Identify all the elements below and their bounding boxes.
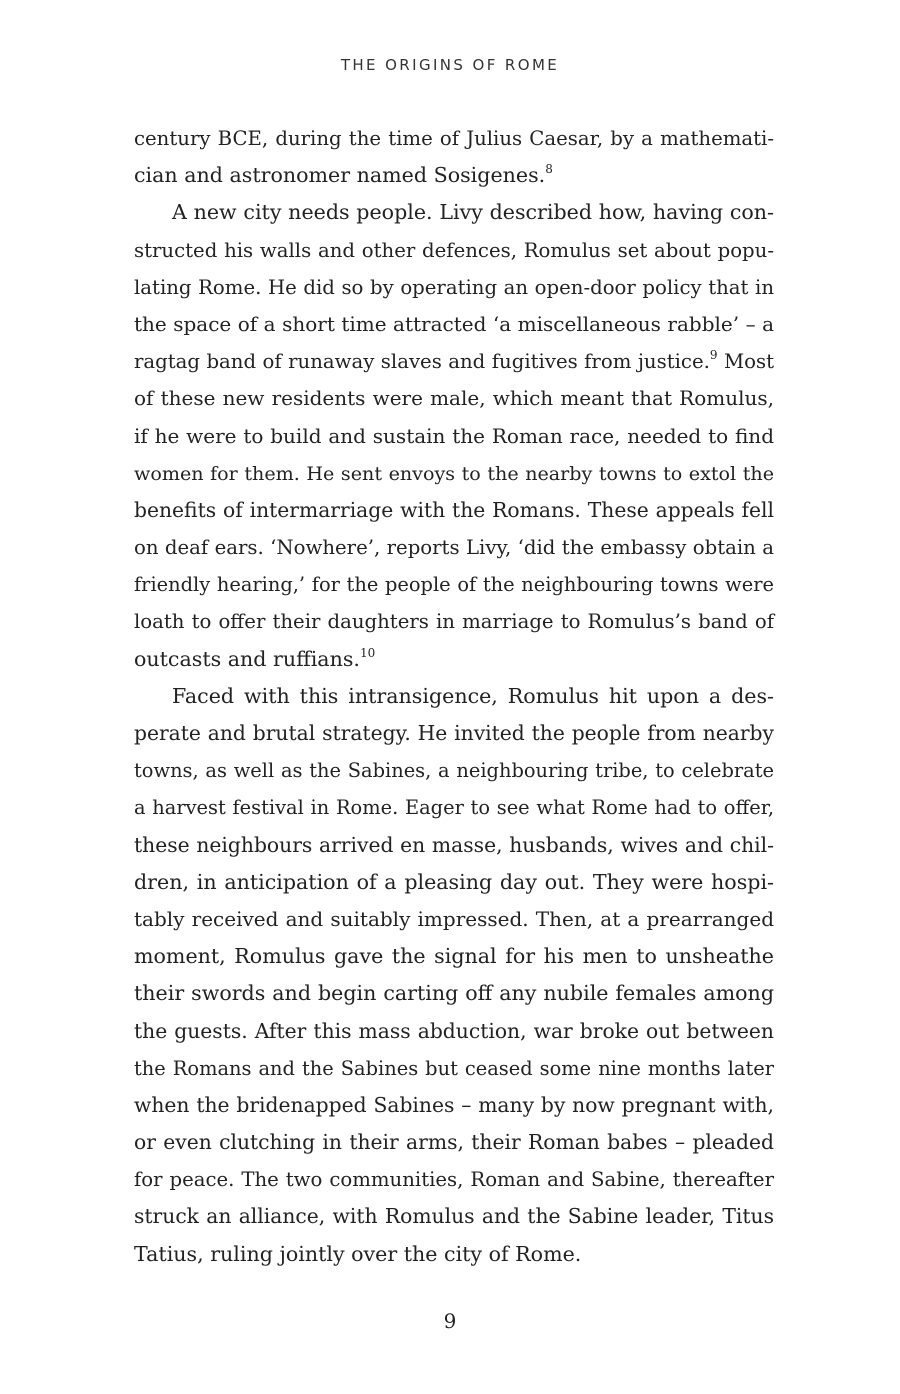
text-line: lating Rome. He did so by operating an open-door policy that in bbox=[134, 275, 774, 299]
footnote-marker: 8 bbox=[545, 162, 553, 177]
text-line: or even clutching in their arms, their Roman babes – pleaded bbox=[134, 1130, 774, 1155]
text-line: Tatius, ruling jointly over the city of Rome. bbox=[134, 1241, 582, 1266]
text-line: a harvest festival in Rome. Eager to see what Rome had to offer, bbox=[134, 796, 774, 820]
footnote-marker: 9 bbox=[709, 348, 718, 363]
text-line: A new city needs people. Livy described how, having con- bbox=[172, 200, 774, 225]
text-line: structed his walls and other defences, Romulus set about popu- bbox=[134, 238, 774, 262]
text-line: dren, in anticipation of a pleasing day out. They were hospi- bbox=[134, 869, 774, 894]
text-line: benefits of intermarriage with the Romans. These appeals fell bbox=[134, 497, 774, 522]
text-line: for peace. The two communities, Roman and Sabine, thereafter bbox=[134, 1168, 774, 1192]
body-text bbox=[134, 120, 774, 1273]
text-line: of these new residents were male, which meant that Romulus, bbox=[134, 386, 774, 411]
text-line: loath to offer their daughters in marriage to Romulus’s band of bbox=[134, 610, 774, 634]
text-line: these neighbours arrived en masse, husbands, wives and chil- bbox=[134, 832, 774, 857]
text-line: the Romans and the Sabines but ceased some nine months later bbox=[134, 1056, 774, 1080]
text-line: when the bridenapped Sabines – many by now pregnant with, bbox=[134, 1092, 774, 1117]
text-line: ragtag band of runaway slaves and fugitives from justice.$^9$ Most bbox=[134, 348, 774, 374]
text-line: the guests. After this mass abduction, war broke out between bbox=[134, 1018, 774, 1043]
text-line: on deaf ears. ‘Nowhere’, reports Livy, ‘did the embassy obtain a bbox=[134, 536, 774, 560]
text-line: friendly hearing,’ for the people of the neighbouring towns were bbox=[134, 573, 774, 597]
paragraph-1 bbox=[134, 120, 774, 194]
running-head: THE ORIGINS OF ROME bbox=[340, 56, 560, 74]
page-number: 9 bbox=[443, 1309, 457, 1333]
text-line: century BCE, during the time of Julius Caesar, by a mathemati- bbox=[134, 127, 774, 150]
text-line: tably received and suitably impressed. Then, at a prearranged bbox=[134, 906, 774, 931]
text-line: if he were to build and sustain the Roman race, needed to find bbox=[134, 423, 774, 448]
paragraph-2 bbox=[134, 194, 774, 677]
text-line: perate and brutal strategy. He invited the people from nearby bbox=[134, 721, 774, 745]
text-line: outcasts and ruffians.$^{10}$ bbox=[134, 645, 376, 671]
text-line: moment, Romulus gave the signal for his men to unsheathe bbox=[134, 944, 774, 969]
text-line: struck an alliance, with Romulus and the Sabine leader, Titus bbox=[134, 1204, 774, 1229]
text-line: their swords and begin carting off any nubile females among bbox=[134, 981, 774, 1006]
text-line: cian and astronomer named Sosigenes.$^8$ bbox=[134, 162, 553, 188]
text-line: Faced with this intransigence, Romulus hit upon a des- bbox=[172, 683, 774, 708]
text-line: women for them. He sent envoys to the nearby towns to extol the bbox=[134, 461, 774, 485]
text-line: the space of a short time attracted ‘a miscellaneous rabble’ – a bbox=[134, 311, 774, 336]
text-line: towns, as well as the Sabines, a neighbouring tribe, to celebrate bbox=[134, 759, 774, 783]
paragraph-3 bbox=[134, 678, 774, 1273]
footnote-marker: 10 bbox=[359, 645, 376, 660]
